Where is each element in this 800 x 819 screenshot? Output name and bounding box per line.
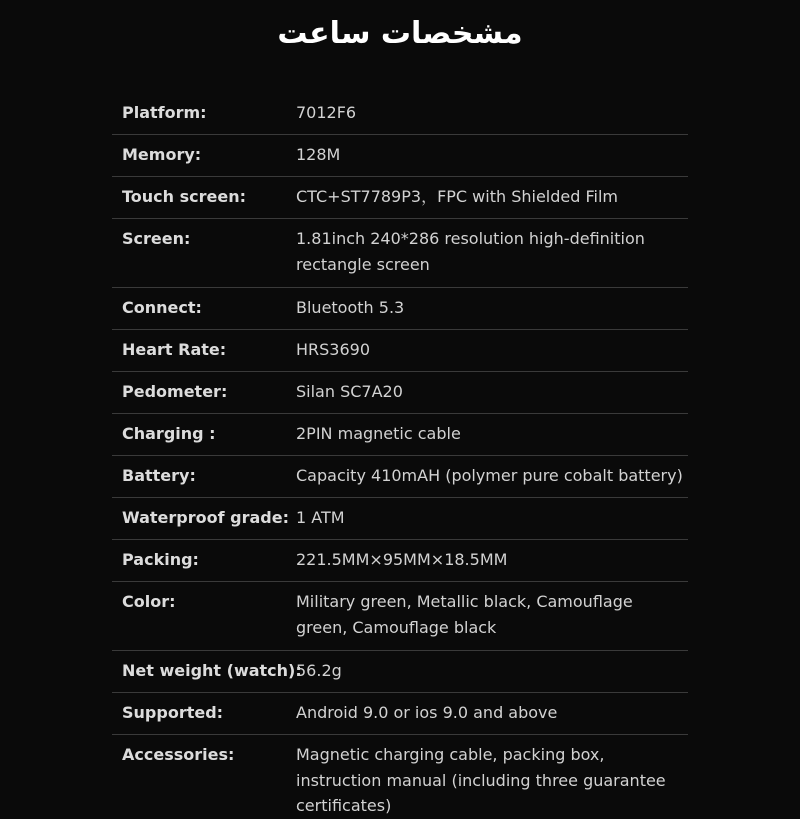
page-title: مشخصات ساعت (277, 16, 523, 51)
spec-value: 221.5MM×95MM×18.5MM (296, 550, 508, 569)
spec-label: Heart Rate: (122, 340, 227, 359)
spec-row-battery (112, 456, 688, 498)
spec-label: Memory: (122, 145, 202, 164)
spec-value: 56.2g (296, 661, 342, 680)
spec-label: Waterproof grade: (122, 508, 289, 527)
spec-row-touch-screen (112, 177, 688, 219)
spec-row-accessories (112, 735, 688, 815)
spec-row-color (112, 582, 688, 651)
spec-label: Pedometer: (122, 382, 228, 401)
spec-value: HRS3690 (296, 340, 371, 359)
spec-row-screen (112, 219, 688, 288)
spec-value: Capacity 410mAH (polymer pure cobalt battery) (296, 466, 683, 485)
spec-value: Android 9.0 or ios 9.0 and above (296, 703, 558, 722)
spec-label: Color: (122, 592, 176, 611)
spec-value: 1.81inch 240*286 resolution high-definition rectangle screen (296, 229, 645, 274)
spec-row-connect (112, 288, 688, 330)
spec-value: 7012F6 (296, 103, 357, 122)
spec-value: Silan SC7A20 (296, 382, 403, 401)
spec-label: Touch screen: (122, 187, 247, 206)
spec-value: 2PIN magnetic cable (296, 424, 461, 443)
spec-row-net-weight (112, 651, 688, 693)
spec-value: 1 ATM (296, 508, 345, 527)
spec-row-supported (112, 693, 688, 735)
spec-label: Charging : (122, 424, 216, 443)
spec-row-pedometer (112, 372, 688, 414)
spec-label: Net weight (watch): (122, 661, 302, 680)
spec-row-packing (112, 540, 688, 582)
spec-row-memory (112, 135, 688, 177)
spec-value: 128M (296, 145, 341, 164)
spec-value: Military green, Metallic black, Camouflage green, Camouflage black (296, 592, 633, 637)
spec-row-waterproof-grade (112, 498, 688, 540)
spec-table (112, 93, 688, 815)
spec-label: Screen: (122, 229, 191, 248)
spec-row-platform (112, 93, 688, 135)
spec-row-charging (112, 414, 688, 456)
spec-label: Battery: (122, 466, 196, 485)
spec-value: Bluetooth 5.3 (296, 298, 405, 317)
spec-row-heart-rate (112, 330, 688, 372)
spec-label: Accessories: (122, 745, 235, 764)
spec-value: CTC+ST7789P3，FPC with Shielded Film (296, 187, 618, 206)
spec-label: Supported: (122, 703, 224, 722)
spec-value: Magnetic charging cable, packing box, instruction manual (including three guarantee certificates) (296, 745, 666, 815)
spec-label: Packing: (122, 550, 199, 569)
spec-label: Connect: (122, 298, 202, 317)
spec-label: Platform: (122, 103, 207, 122)
